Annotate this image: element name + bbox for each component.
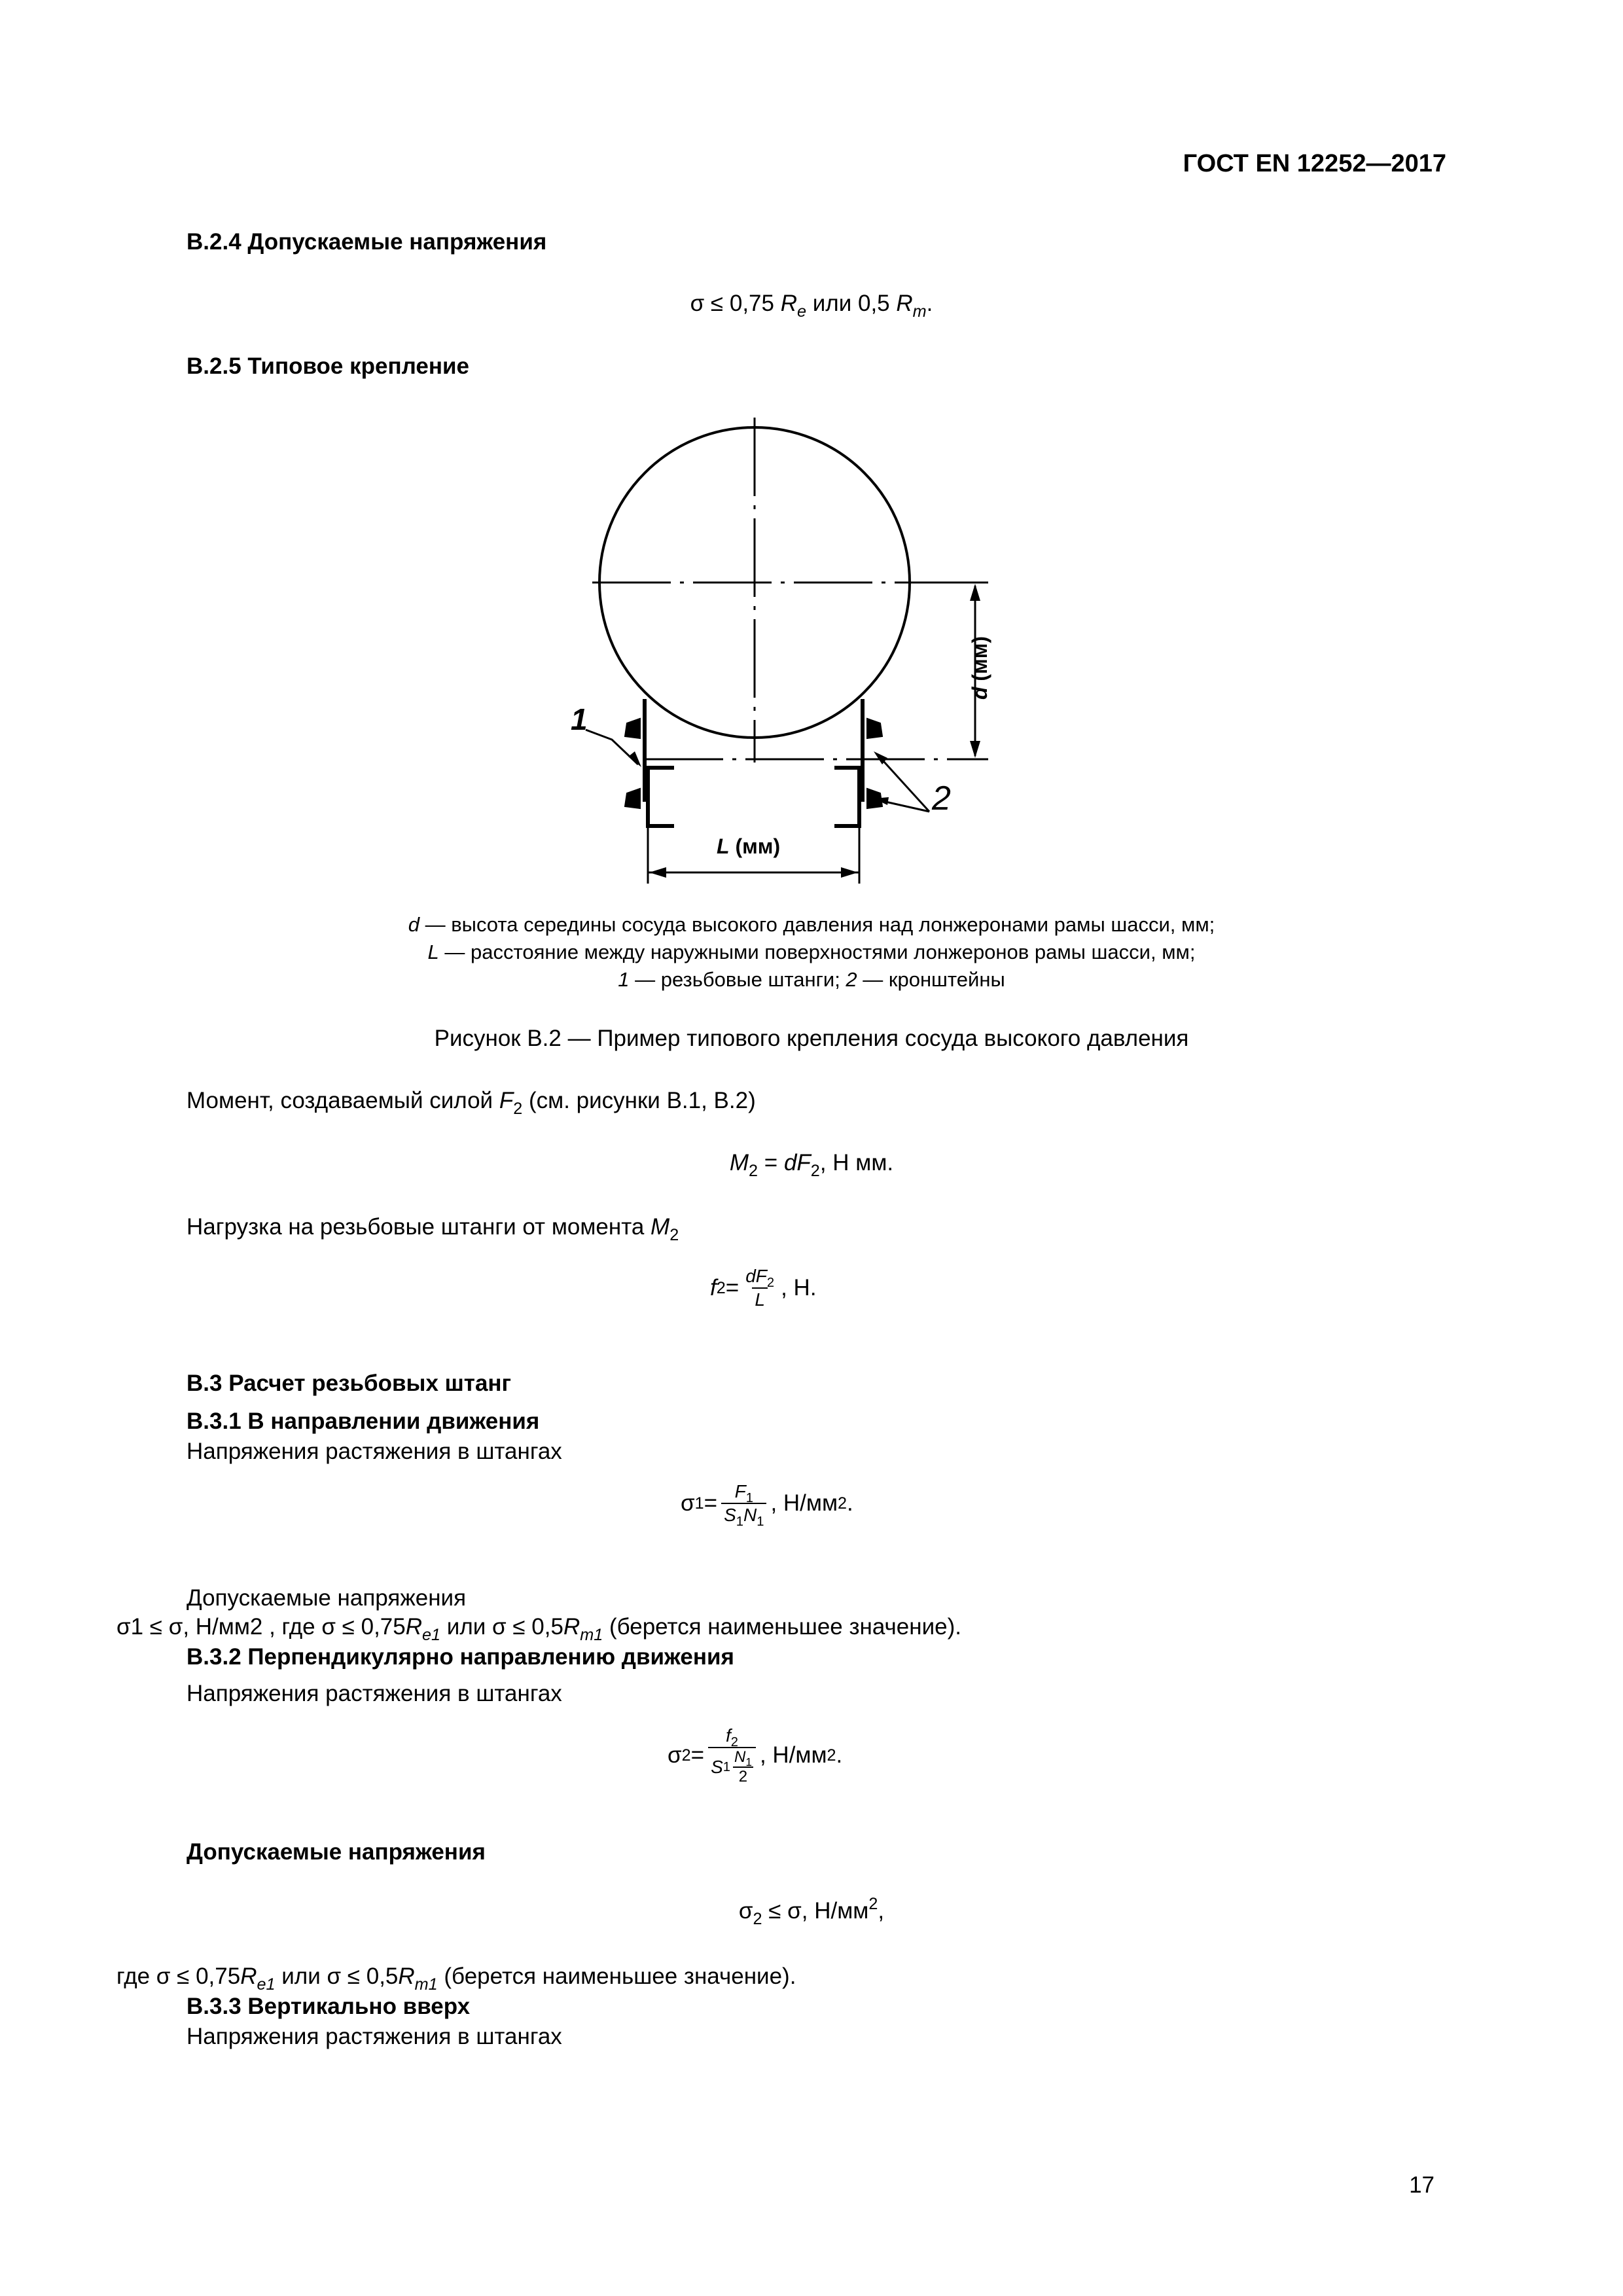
dimension-l-label: L (мм) bbox=[717, 834, 781, 858]
sigma1-allowable-condition: σ1 ≤ σ, Н/мм2 , где $\sigma \le 0,75R_{e1}$ или $\sigma \le 0,5R_{m1}$ (берется наименьшее значение). bbox=[116, 1614, 961, 1644]
sigma1-equation: σ 1 = $\frac{F_1}{S_1N_1}$ , Н/мм 2 . bbox=[681, 1481, 853, 1530]
sigma2-where-condition: где $\sigma \le 0,75R_{e1}$ или $\sigma \le 0,5R_{m1}$ (берется наименьшее значение). bbox=[116, 1964, 796, 1994]
section-title-b31: В.3.1 В направлении движения bbox=[187, 1408, 540, 1434]
left-bracket-top bbox=[625, 719, 640, 738]
section-b32-text: Напряжения растяжения в штангах bbox=[187, 1681, 562, 1706]
section-b33-text: Напряжения растяжения в штангах bbox=[187, 2024, 562, 2049]
l-arrow-left bbox=[649, 867, 666, 878]
sigma2-equation: σ 2 = $f_2$ S 1 $N_1$ 2 , Н/мм 2 . bbox=[668, 1725, 843, 1785]
section-title-b24: В.2.4 Допускаемые напряжения bbox=[187, 229, 547, 255]
figure-label-1: 1 bbox=[571, 702, 588, 736]
document-id: ГОСТ EN 12252—2017 bbox=[1183, 150, 1446, 177]
figure-b2-mounting-diagram bbox=[0, 393, 1623, 897]
dimension-d-label: d (мм) bbox=[968, 636, 992, 700]
figure-label-2: 2 bbox=[932, 780, 951, 817]
sigma1-fraction: $\frac{F_1}{S_1N_1}$ bbox=[721, 1480, 766, 1526]
left-bracket-bottom bbox=[625, 789, 640, 808]
right-frame-rail bbox=[834, 768, 859, 826]
legend-line-2: L — расстояние между наружными поверхностями лонжеронов рамы шасси, мм; bbox=[427, 941, 1196, 963]
section-title-b3: В.3 Расчет резьбовых штанг bbox=[187, 1371, 512, 1396]
section-title-b32: В.3.2 Перпендикулярно направлению движения bbox=[187, 1644, 734, 1670]
left-frame-rail bbox=[648, 768, 674, 826]
load-fraction: $\frac{dF_2}{L}$ bbox=[745, 1266, 775, 1310]
l-arrow-right bbox=[841, 867, 858, 878]
moment-equation: $M_2 = dF_2$, Н мм. bbox=[729, 1150, 894, 1180]
formula-allowable-stress: σ ≤ 0,75 $R_e$ или 0,5 $R_m$. bbox=[690, 291, 933, 321]
d-arrow-top bbox=[970, 584, 980, 601]
section-title-b25: В.2.5 Типовое крепление bbox=[187, 353, 469, 379]
legend-line-1: d — высота середины сосуда высокого давления над лонжеронами рамы шасси, мм; bbox=[408, 913, 1215, 936]
load-intro: Нагрузка на резьбовые штанги от момента $M_2$ bbox=[187, 1214, 679, 1244]
section-b31-text: Напряжения растяжения в штангах bbox=[187, 1439, 562, 1464]
moment-intro: Момент, создаваемый силой $F_2$ (см. рисунки В.1, В.2) bbox=[187, 1088, 756, 1118]
sigma2-allowable-title: Допускаемые напряжения bbox=[187, 1839, 486, 1865]
right-bracket-top bbox=[867, 719, 882, 738]
page-number: 17 bbox=[1409, 2172, 1435, 2198]
legend-line-3: 1 — резьбовые штанги; 2 — кронштейны bbox=[618, 968, 1005, 991]
figure-caption: Рисунок В.2 — Пример типового крепления сосуда высокого давления bbox=[434, 1026, 1189, 1051]
section-title-b33: В.3.3 Вертикально вверх bbox=[187, 1994, 471, 2019]
d-arrow-bottom bbox=[970, 741, 980, 758]
figure-legend bbox=[0, 911, 1623, 994]
sigma2-fraction: $f_2$ S 1 $N_1$ 2 bbox=[708, 1725, 756, 1786]
load-equation: f 2 = $\frac{dF_2}{L}$ , Н. bbox=[710, 1266, 817, 1310]
sigma2-allowable-equation: $\sigma_2 \le \sigma$, $Н/мм^2$, bbox=[738, 1895, 885, 1928]
sigma1-allowable-title: Допускаемые напряжения bbox=[187, 1585, 467, 1611]
